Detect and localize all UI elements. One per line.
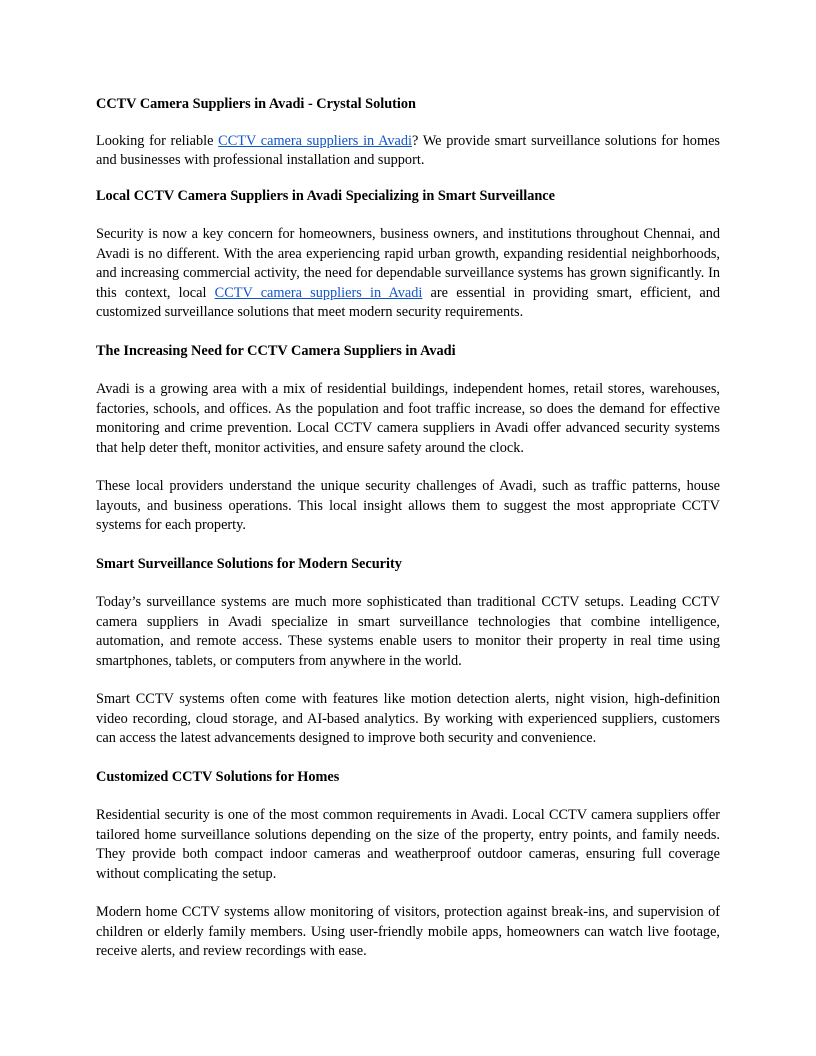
section4-paragraph-2: Modern home CCTV systems allow monitoring of visitors, protection against break-ins, and supervision of children or elderly family members. Using user-friendly mobile apps, homeowners can watch live footage, receive alerts, and review recordings with ease. [96,904,720,959]
section3-paragraph-2: Smart CCTV systems often come with features like motion detection alerts, night vision, high-definition video recording, cloud storage, and AI-based analytics. By working with experienced suppliers, customers can access the latest advancements designed to improve both security and convenience. [96,691,720,746]
cctv-suppliers-link-section1[interactable]: CCTV camera suppliers in Avadi [214,284,423,301]
section-heading-smart-surveillance: Smart Surveillance Solutions for Modern Security [96,555,402,572]
section2-paragraph-2: These local providers understand the unique security challenges of Avadi, such as traffic patterns, house layouts, and business operations. This local insight allows them to suggest the most appropriate CCTV systems for each property. [96,478,720,533]
section-heading-customized-homes: Customized CCTV Solutions for Homes [96,768,340,785]
section-heading-local-suppliers: Local CCTV Camera Suppliers in Avadi Specializing in Smart Surveillance [96,187,555,204]
intro-text-before: Looking for reliable [96,132,219,149]
section3-paragraph-1: Today’s surveillance systems are much more sophisticated than traditional CCTV setups. Leading CCTV camera suppliers in Avadi specialize in smart surveillance technologies that combine intelligence, automation, and remote access. These systems enable users to monitor their property in real time using smartphones, tablets, or computers from anywhere in the world. [96,594,720,669]
intro-text-after: ? We provide smart surveillance solutions for homes and businesses with professional installation and support. [96,132,720,168]
section4-paragraph-1: Residential security is one of the most common requirements in Avadi. Local CCTV camera suppliers offer tailored home surveillance solutions depending on the size of the property, entry points, and family needs. They provide both compact indoor cameras and weatherproof outdoor cameras, ensuring full coverage without complicating the setup. [96,807,720,882]
section1-text-after: are essential in providing smart, efficient, and customized surveillance solutions that meet modern security requirements. [96,284,720,320]
section1-paragraph [96,225,720,323]
section-heading-increasing-need: The Increasing Need for CCTV Camera Suppliers in Avadi [96,342,456,359]
cctv-suppliers-link-intro[interactable]: CCTV camera suppliers in Avadi [218,132,413,149]
section1-text-before: Security is now a key concern for homeowners, business owners, and institutions throughout Chennai, and Avadi is no different. With the area experiencing rapid urban growth, expanding residential neighborhoods, and increasing commercial activity, the need for dependable surveillance systems has grown significantly. In this context, local [96,226,720,301]
intro-paragraph [96,132,720,171]
document-title: CCTV Camera Suppliers in Avadi - Crystal Solution [96,96,416,112]
section2-paragraph-1: Avadi is a growing area with a mix of residential buildings, independent homes, retail stores, warehouses, factories, schools, and offices. As the population and foot traffic increase, so does the demand for effective monitoring and crime prevention. Local CCTV camera suppliers in Avadi offer advanced security systems that help deter theft, monitor activities, and ensure safety around the clock. [96,381,720,456]
